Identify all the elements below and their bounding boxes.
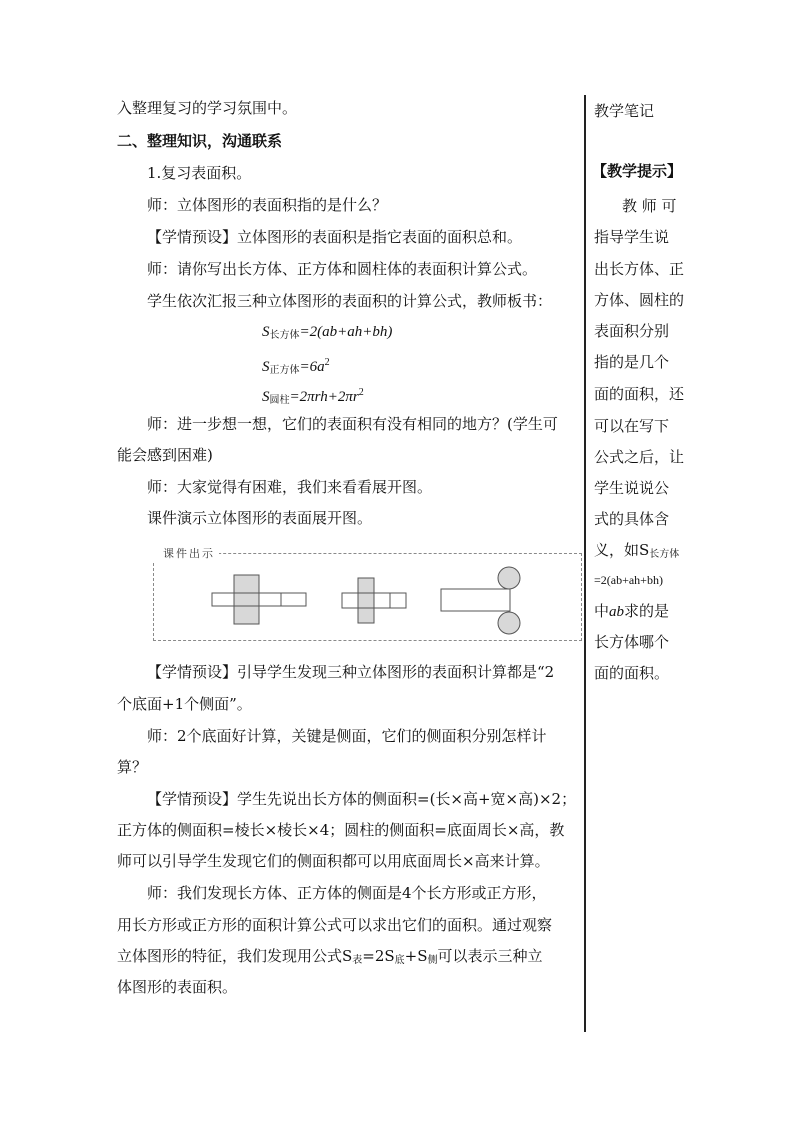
tip-line: 公式之后，让 [594, 448, 685, 466]
tip-line: 表面积分别 [594, 322, 670, 340]
text-line: 个底面+1个侧面”。 [117, 695, 252, 713]
text-line: 【学情预设】学生先说出长方体的侧面积=(长×高+宽×高)×2； [147, 790, 577, 808]
formula-cylinder: $S_{圆柱}=2\pi rh+2\pi r^2$ [262, 387, 364, 406]
text-line: 师：立体图形的表面积指的是什么？ [147, 196, 388, 214]
text-line: 师：进一步想一想，它们的表面积有没有相同的地方？(学生可 [147, 415, 558, 433]
net-figures [153, 553, 580, 639]
tip-line: 指的是几个 [594, 353, 670, 371]
text-line: 1.复习表面积。 [147, 164, 252, 182]
cube-face [390, 593, 406, 608]
cuboid-face [212, 593, 234, 606]
section-heading: 二、整理知识，沟通联系 [117, 132, 283, 150]
cube-face [358, 578, 374, 593]
tip-line: 面的面积。 [594, 664, 670, 682]
cuboid-net [212, 575, 306, 624]
tip-line: 出长方体、正 [594, 260, 685, 278]
text-line: 师：大家觉得有困难，我们来看看展开图。 [147, 478, 433, 496]
text-line: 【学情预设】引导学生发现三种立体图形的表面积计算都是“2 [147, 663, 555, 681]
text-line: 能会感到困难) [117, 446, 213, 464]
tip-formula: =2(ab+ah+bh) [594, 573, 663, 587]
cube-net [342, 578, 406, 623]
cylinder-base [498, 567, 520, 589]
cuboid-face [234, 575, 259, 593]
tip-line: 指导学生说 [594, 228, 670, 246]
tip-line: 中ab求的是 [594, 602, 670, 620]
tip-line: 义，如$S_{长方体}$ [594, 541, 680, 560]
cube-face [358, 593, 374, 608]
tip-line: 式的具体含 [594, 510, 670, 528]
notes-heading: 教学笔记 [594, 102, 655, 120]
courseware-label: 课件出示 [153, 545, 219, 561]
cuboid-face [234, 593, 259, 606]
text-line: 课件演示立体图形的表面展开图。 [147, 509, 373, 527]
cylinder-base [498, 612, 520, 634]
cuboid-face [281, 593, 306, 606]
tip-line: 方体、圆柱的 [594, 291, 685, 309]
text-line: 入整理复习的学习氛围中。 [117, 99, 298, 117]
text-line-formula: 立体图形的特征，我们发现用公式$S_表=2S_底+S_侧$可以表示三种立 [117, 947, 543, 966]
text-line: 师：请你写出长方体、正方体和圆柱体的表面积计算公式。 [147, 260, 538, 278]
text-line: 师：我们发现长方体、正方体的侧面是4个长方形或正方形， [147, 884, 547, 902]
cube-face [358, 608, 374, 623]
text-line: 【学情预设】立体图形的表面积是指它表面的面积总和。 [147, 228, 523, 246]
cube-face [342, 593, 358, 608]
cylinder-net [441, 567, 520, 634]
text-line: 师：2个底面好计算，关键是侧面，它们的侧面积分别怎样计 [147, 727, 547, 745]
cuboid-face [259, 593, 281, 606]
cuboid-face [234, 606, 259, 624]
text-line: 学生依次汇报三种立体图形的表面积的计算公式，教师板书： [147, 292, 553, 310]
text-line: 师可以引导学生发现它们的侧面积都可以用底面周长×高来计算。 [117, 852, 550, 870]
tip-line: 教 师 可 [622, 197, 677, 215]
tip-title: 【教学提示】 [592, 162, 683, 180]
tip-line: 可以在写下 [594, 417, 670, 435]
tip-line: 学生说说公 [594, 479, 670, 497]
text-line: 用长方形或正方形的面积计算公式可以求出它们的面积。通过观察 [117, 916, 553, 934]
text-line: 体图形的表面积。 [117, 978, 238, 996]
text-line: 算？ [117, 758, 148, 776]
text-line: 正方体的侧面积=棱长×棱长×4；圆柱的侧面积=底面周长×高，教 [117, 821, 565, 839]
cube-face [374, 593, 390, 608]
tip-line: 面的面积，还 [594, 385, 685, 403]
tip-line: 长方体哪个 [594, 633, 670, 651]
cylinder-side [441, 589, 510, 611]
formula-cube: $S_{正方体}=6a^2$ [262, 357, 330, 376]
column-divider [584, 95, 586, 1032]
formula-cuboid: $S_{长方体}=2(ab+ah+bh)$ [262, 324, 393, 341]
